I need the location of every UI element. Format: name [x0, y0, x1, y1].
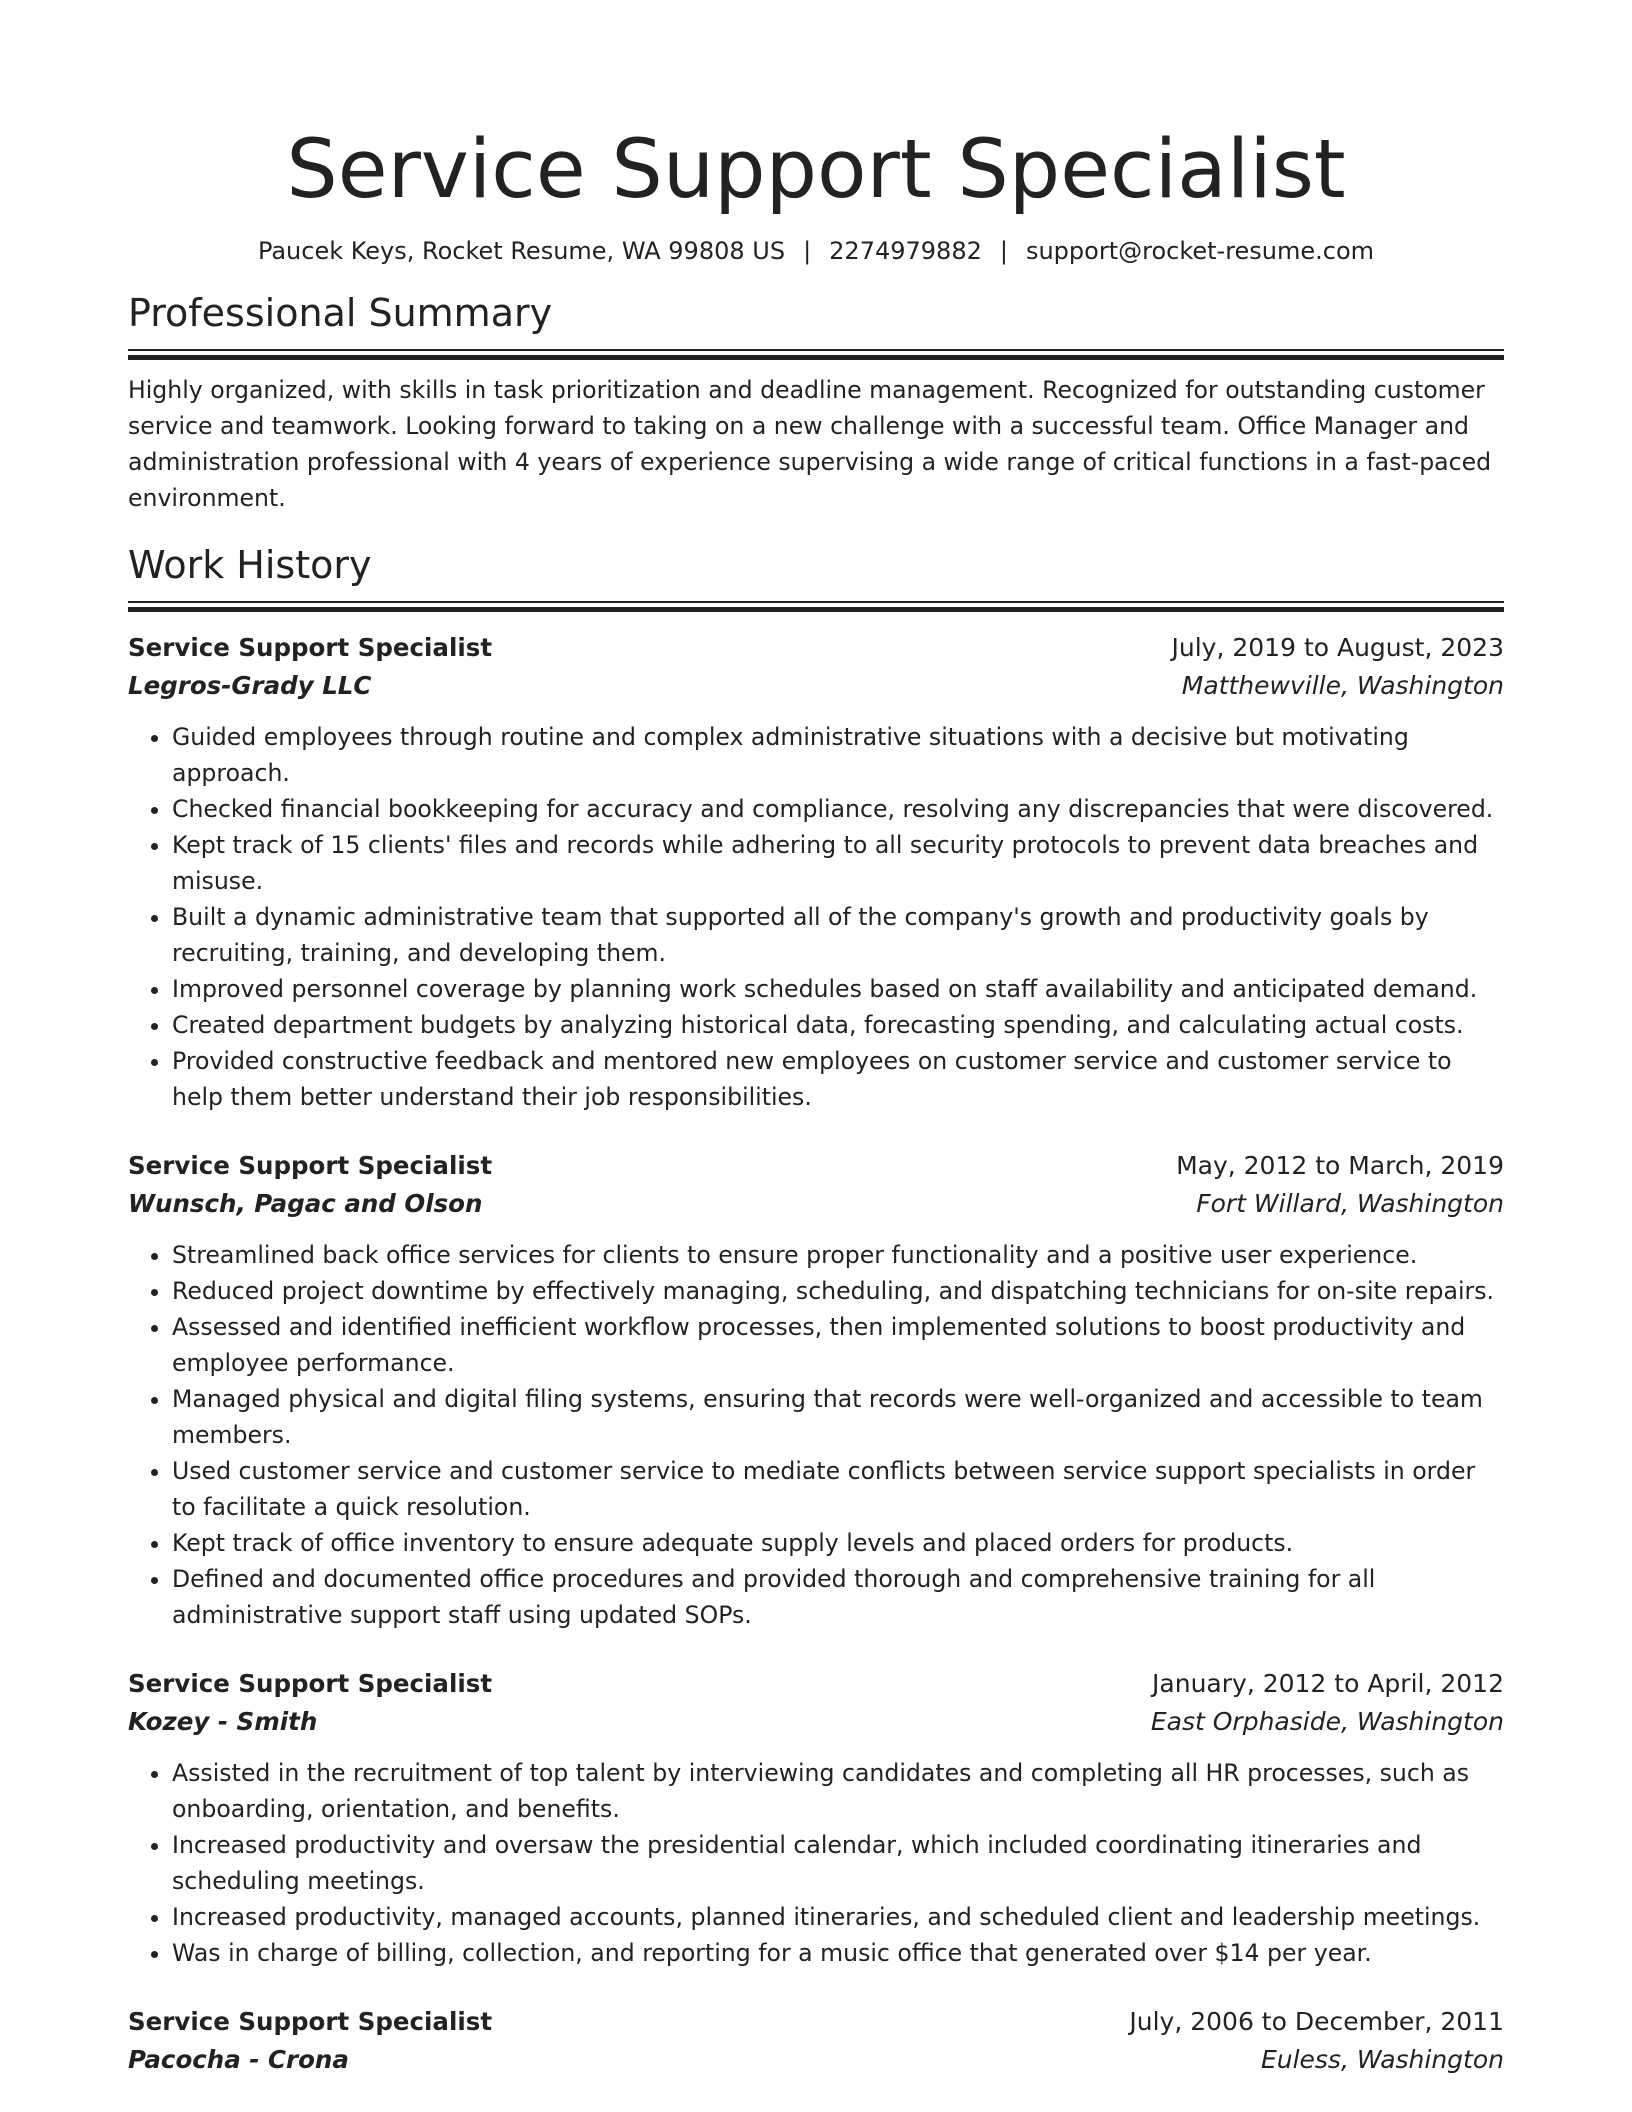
job-dates: July, 2006 to December, 2011: [1129, 2007, 1504, 2036]
job-bullet: • Managed physical and digital filing systems, ensuring that records were well-organized and accessible to team members.: [172, 1381, 1504, 1453]
job-bullet-list: [128, 1237, 1504, 1633]
job-bullet: • Used customer service and customer service to mediate conflicts between service support specialists in order to facilitate a quick resolution.: [172, 1453, 1504, 1525]
resume-page: [128, 0, 1504, 2079]
job-bullet: • Reduced project downtime by effectively managing, scheduling, and dispatching technicians for on-site repairs.: [172, 1273, 1504, 1309]
section-divider: [128, 601, 1504, 611]
section-divider: [128, 349, 1504, 359]
job-location: Fort Willard, Washington: [1196, 1189, 1504, 1218]
summary-text: Highly organized, with skills in task prioritization and deadline management. Recognized for outstanding customer service and teamwork. Looking forward to taking on a new challenge with a successful team. Office Manager and administration professional with 4 years of experience supervising a wide range of critical functions in a fast-paced environment.: [128, 376, 1492, 512]
job-bullet: • Streamlined back office services for clients to ensure proper functionality and a positive user experience.: [172, 1237, 1504, 1273]
job-bullet: • Provided constructive feedback and mentored new employees on customer service and customer service to help them better understand their job responsibilities.: [172, 1043, 1504, 1115]
job-entry: [128, 1665, 1504, 1971]
job-header-row: [128, 1665, 1504, 1703]
job-location: Matthewville, Washington: [1181, 671, 1504, 700]
job-subheader-row: [128, 2041, 1504, 2079]
contact-email: support@rocket-resume.com: [1025, 237, 1375, 265]
section-heading-work-history: Work History: [128, 543, 372, 587]
job-company: Kozey - Smith: [128, 1707, 318, 1736]
job-company: Pacocha - Crona: [128, 2045, 349, 2074]
contact-separator: |: [999, 237, 1008, 265]
job-bullet: • Increased productivity, managed accounts, planned itineraries, and scheduled client and leadership meetings.: [172, 1899, 1504, 1935]
job-dates: January, 2012 to April, 2012: [1152, 1669, 1504, 1698]
job-subheader-row: [128, 1703, 1504, 1741]
job-bullet: • Defined and documented office procedures and provided thorough and comprehensive training for all administrative support staff using updated SOPs.: [172, 1561, 1504, 1633]
job-bullet: • Checked financial bookkeeping for accuracy and compliance, resolving any discrepancies that were discovered.: [172, 791, 1504, 827]
job-bullet: • Built a dynamic administrative team that supported all of the company's growth and productivity goals by recruiting, training, and developing them.: [172, 899, 1504, 971]
job-bullet: • Kept track of office inventory to ensure adequate supply levels and placed orders for products.: [172, 1525, 1504, 1561]
job-title: Service Support Specialist: [128, 1669, 493, 1698]
contact-address: Paucek Keys, Rocket Resume, WA 99808 US: [257, 237, 786, 265]
job-dates: May, 2012 to March, 2019: [1176, 1151, 1504, 1180]
job-location: Euless, Washington: [1260, 2045, 1504, 2074]
section-heading-summary: Professional Summary: [128, 291, 553, 335]
job-company: Wunsch, Pagac and Olson: [128, 1189, 483, 1218]
job-bullet: • Guided employees through routine and complex administrative situations with a decisive but motivating approach.: [172, 719, 1504, 791]
job-bullet: • Created department budgets by analyzing historical data, forecasting spending, and calculating actual costs.: [172, 1007, 1504, 1043]
job-bullet: • Increased productivity and oversaw the presidential calendar, which included coordinating itineraries and scheduling meetings.: [172, 1827, 1504, 1899]
job-bullet-list: [128, 1755, 1504, 1971]
job-bullet-list: [128, 719, 1504, 1115]
job-subheader-row: [128, 667, 1504, 705]
job-dates: July, 2019 to August, 2023: [1171, 633, 1504, 662]
job-header-row: [128, 2003, 1504, 2041]
job-entry: [128, 629, 1504, 1115]
job-bullet: • Assisted in the recruitment of top talent by interviewing candidates and completing all HR processes, such as onboarding, orientation, and benefits.: [172, 1755, 1504, 1827]
job-entry: [128, 1147, 1504, 1633]
job-header-row: [128, 629, 1504, 667]
job-bullet: • Improved personnel coverage by planning work schedules based on staff availability and anticipated demand.: [172, 971, 1504, 1007]
page-title: Service Support Specialist: [286, 123, 1346, 217]
job-title: Service Support Specialist: [128, 2007, 493, 2036]
contact-separator: |: [803, 237, 812, 265]
work-history-section: [128, 541, 1504, 2079]
job-header-row: [128, 1147, 1504, 1185]
job-bullet: • Was in charge of billing, collection, and reporting for a music office that generated over $14 per year.: [172, 1935, 1504, 1971]
job-title: Service Support Specialist: [128, 633, 493, 662]
job-subheader-row: [128, 1185, 1504, 1223]
job-location: East Orphaside, Washington: [1150, 1707, 1504, 1736]
job-bullet: • Assessed and identified inefficient workflow processes, then implemented solutions to boost productivity and employee performance.: [172, 1309, 1504, 1381]
job-title: Service Support Specialist: [128, 1151, 493, 1180]
contact-phone: 2274979882: [829, 237, 982, 265]
job-bullet: • Kept track of 15 clients' files and records while adhering to all security protocols to prevent data breaches and misuse.: [172, 827, 1504, 899]
contact-info: [128, 235, 1504, 267]
professional-summary-section: [128, 289, 1504, 516]
job-entry: [128, 2003, 1504, 2079]
job-company: Legros-Grady LLC: [128, 671, 372, 700]
